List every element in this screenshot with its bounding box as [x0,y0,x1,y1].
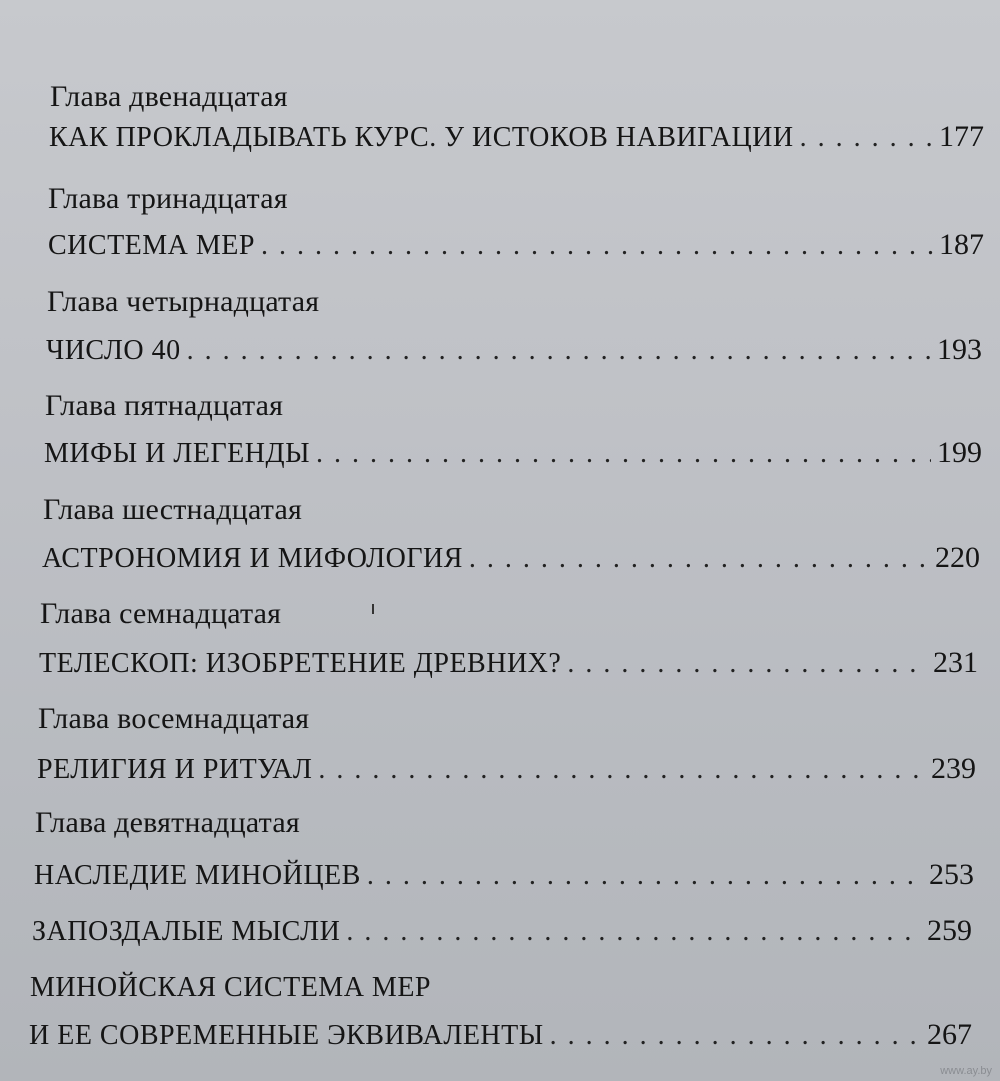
dot-leader [800,122,933,154]
chapter-heading: Глава двенадцатая [50,80,288,113]
chapter-title: ТЕЛЕСКОП: ИЗОБРЕТЕНИЕ ДРЕВНИХ? [39,648,562,679]
toc-line [34,858,974,892]
chapter-heading: Глава семнадцатая [40,597,282,630]
chapter-title: МИФЫ И ЛЕГЕНДЫ [44,438,310,469]
chapter-heading: Глава четырнадцатая [47,285,320,318]
chapter-title: ЧИСЛО 40 [46,335,181,366]
chapter-heading: Глава пятнадцатая [45,389,284,422]
page-number: 177 [939,120,984,153]
toc-line [39,646,978,680]
dot-leader [261,230,933,262]
toc-line [44,436,982,470]
chapter-heading: Глава восемнадцатая [38,702,310,735]
page-number: 239 [931,752,976,785]
chapter-title: АСТРОНОМИЯ И МИФОЛОГИЯ [42,543,463,574]
chapter-title: СИСТЕМА МЕР [48,230,255,261]
page-number: 253 [929,858,974,891]
toc-line [46,333,982,367]
page-number: 259 [927,914,972,947]
chapter-heading: Глава тринадцатая [48,182,288,215]
page-number: 231 [933,646,978,679]
dot-leader [316,438,931,470]
afterword-title: ЗАПОЗДАЛЫЕ МЫСЛИ [32,916,341,947]
appendix-title-line2: И ЕЕ СОВРЕМЕННЫЕ ЭКВИВАЛЕНТЫ [29,1020,544,1051]
toc-line [42,541,980,575]
page-number: 199 [937,436,982,469]
page-number: 220 [935,541,980,574]
chapter-title: КАК ПРОКЛАДЫВАТЬ КУРС. У ИСТОКОВ НАВИГАЦИИ [49,122,794,153]
chapter-title: РЕЛИГИЯ И РИТУАЛ [37,754,313,785]
toc-line [48,228,984,262]
dot-leader [346,916,921,948]
dot-leader [367,860,923,892]
toc-line [49,120,984,154]
chapter-title: НАСЛЕДИЕ МИНОЙЦЕВ [34,860,361,891]
page-number: 267 [927,1018,972,1051]
toc-line [37,752,976,786]
page-number: 187 [939,228,984,261]
ink-mark [372,604,374,614]
appendix-title-line1: МИНОЙСКАЯ СИСТЕМА МЕР [30,972,431,1003]
watermark: www.ay.by [940,1065,992,1077]
chapter-heading: Глава шестнадцатая [43,493,302,526]
dot-leader [469,543,929,575]
dot-leader [318,754,925,786]
dot-leader [567,648,927,680]
toc-line-appendix [29,1018,972,1052]
toc-line-afterword [32,914,972,948]
dot-leader [187,335,931,367]
page-number: 193 [937,333,982,366]
chapter-heading: Глава девятнадцатая [35,806,300,839]
dot-leader [550,1020,921,1052]
